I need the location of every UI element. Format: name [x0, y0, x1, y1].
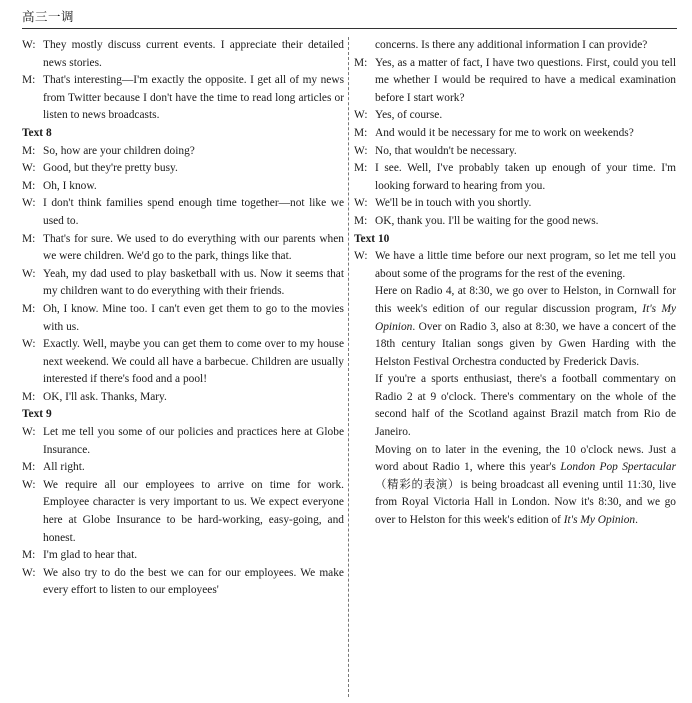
speaker-label: M: — [22, 549, 36, 562]
dialogue-text: We have a little time before our next program, so let me tell you about some of the programs for the rest of the evening. — [375, 250, 676, 280]
narration-paragraph: If you're a sports enthusiast, there's a football commentary on Radio 2 at 9 o'clock. There's commentary on the whole of the second half of the Scotland against Brazil match from Rio de Janeiro. — [375, 373, 676, 439]
dialogue-text: We'll be in touch with you shortly. — [375, 197, 532, 210]
speaker-label: M: — [354, 56, 368, 69]
paragraph-text: （精彩的表演）is being broadcast all evening until 11:30, live from Royal Victoria Hall in London. Now it's 8:30, and we go over to Helston for this week's edition of — [375, 478, 676, 527]
dialogue-text: I see. Well, I've probably taken up enough of your time. I'm looking forward to hearing from you. — [375, 162, 676, 192]
dialogue-text: That's for sure. We used to do everything with our parents when we were children. We'd go to the park, things like that. — [43, 232, 344, 263]
dialogue-text: No, that wouldn't be necessary. — [375, 144, 517, 157]
dialogue-text: OK, thank you. I'll be waiting for the good news. — [375, 214, 599, 227]
dialogue-text: Oh, I know. — [43, 179, 97, 192]
dialogue-line — [22, 336, 344, 389]
speaker-label: W: — [354, 250, 368, 263]
dialogue-text: And would it be necessary for me to work on weekends? — [375, 126, 634, 139]
speaker-label: W: — [354, 144, 368, 157]
speaker-label: W: — [22, 478, 36, 491]
speaker-label: W: — [22, 197, 36, 210]
dialogue-text: Good, but they're pretty busy. — [43, 162, 178, 175]
dialogue-line — [22, 266, 344, 301]
narration-paragraph — [354, 442, 676, 530]
dialogue-line — [354, 195, 676, 213]
dialogue-text: Exactly. Well, maybe you can get them to come over to my house next weekend. We could all have a barbecue. Children are usually interested if there's food and a pool! — [43, 338, 344, 386]
dialogue-line — [22, 389, 344, 407]
speaker-label: W: — [354, 197, 368, 210]
dialogue-text: Yes, as a matter of fact, I have two questions. First, could you tell me whether I would be required to have a medical examination before I start work? — [375, 56, 676, 104]
speaker-label: M: — [354, 162, 368, 175]
dialogue-line — [22, 477, 344, 547]
dialogue-line — [354, 107, 676, 125]
speaker-label: M: — [22, 302, 36, 315]
speaker-label: M: — [22, 232, 36, 245]
paragraph-text: . Over on Radio 3, also at 8:30, we have a concert of the 18th century Italian songs given by Gwen Harding with the Helston Festival Orchestra conducted by Frederick Davis. — [375, 320, 676, 368]
speaker-label: M: — [22, 144, 36, 157]
dialogue-line — [22, 195, 344, 230]
paragraph-text: . — [635, 514, 638, 527]
dialogue-text: That's interesting—I'm exactly the opposite. I get all of my news from Twitter because I don't have the time to read long articles or listen to news broadcasts. — [43, 74, 344, 122]
narration-paragraph: concerns. Is there any additional information I can provide? — [375, 39, 648, 51]
dialogue-line — [22, 231, 344, 266]
dialogue-line — [354, 248, 676, 283]
dialogue-text: I don't think families spend enough time together—not like we used to. — [43, 197, 344, 227]
dialogue-line — [354, 160, 676, 195]
header-title: 高三一调 — [22, 9, 75, 24]
speaker-label: W: — [22, 566, 36, 579]
dialogue-line — [22, 301, 344, 336]
dialogue-line — [354, 55, 676, 108]
paragraph-text: Moving on to later in the evening, the 10 o'clock news. Just a word about Radio 1, where this year's — [375, 443, 676, 474]
dialogue-text: We require all our employees to arrive on time for work. Employee character is very important to us. We expect everyone here at Globe Insurance to be hard-working, easy-going, and honest. — [43, 478, 344, 544]
speaker-label: W: — [22, 162, 36, 175]
dialogue-line — [22, 424, 344, 459]
speaker-label: W: — [22, 39, 36, 51]
dialogue-text: All right. — [43, 461, 85, 474]
narration-paragraph — [354, 283, 676, 371]
page-header — [22, 4, 677, 29]
speaker-label: M: — [354, 126, 368, 139]
dialogue-text: I'm glad to hear that. — [43, 549, 138, 562]
speaker-label: M: — [354, 214, 368, 227]
dialogue-text: Yeah, my dad used to play basketball with us. Now it seems that my children want to do everything with their friends. — [43, 267, 344, 298]
speaker-label: M: — [22, 461, 36, 474]
dialogue-text: Yes, of course. — [375, 109, 443, 122]
dialogue-text: OK, I'll ask. Thanks, Mary. — [43, 390, 167, 403]
section-heading: Text 8 — [22, 126, 52, 139]
dialogue-line — [22, 72, 344, 125]
column-divider — [348, 37, 349, 697]
dialogue-text: Let me tell you some of our policies and practices here at Globe Insurance. — [43, 426, 344, 456]
left-column — [22, 37, 344, 600]
dialogue-text: They mostly discuss current events. I appreciate their detailed news stories. — [43, 39, 344, 69]
speaker-label: M: — [22, 179, 36, 192]
dialogue-line — [22, 565, 344, 600]
dialogue-text: Oh, I know. Mine too. I can't even get them to go to the movies with us. — [43, 302, 344, 333]
paragraph-text: Here on Radio 4, at 8:30, we go over to Helston, in Cornwall for this week's edition of our regular discussion program, — [375, 285, 676, 315]
section-heading: Text 10 — [354, 232, 390, 245]
program-title: London Pop Spertacular — [560, 461, 676, 474]
speaker-label: W: — [22, 426, 36, 439]
section-heading: Text 9 — [22, 408, 52, 421]
speaker-label: W: — [22, 267, 36, 280]
right-column — [354, 37, 676, 530]
dialogue-line — [22, 547, 344, 565]
speaker-label: W: — [22, 338, 36, 351]
speaker-label: M: — [22, 390, 36, 403]
dialogue-text: We also try to do the best we can for our employees. We make every effort to listen to our employees' — [43, 566, 344, 597]
dialogue-line — [22, 459, 344, 477]
dialogue-line — [22, 178, 344, 196]
dialogue-text: So, how are your children doing? — [43, 144, 195, 157]
speaker-label: M: — [22, 74, 36, 87]
speaker-label: W: — [354, 109, 368, 122]
program-title: It's My Opinion — [563, 514, 636, 527]
dialogue-line — [22, 160, 344, 178]
program-title: It's My Opinion — [375, 302, 677, 333]
dialogue-line — [22, 143, 344, 161]
dialogue-line — [354, 125, 676, 143]
dialogue-line — [354, 143, 676, 161]
dialogue-line — [22, 37, 344, 72]
dialogue-line — [354, 213, 676, 231]
